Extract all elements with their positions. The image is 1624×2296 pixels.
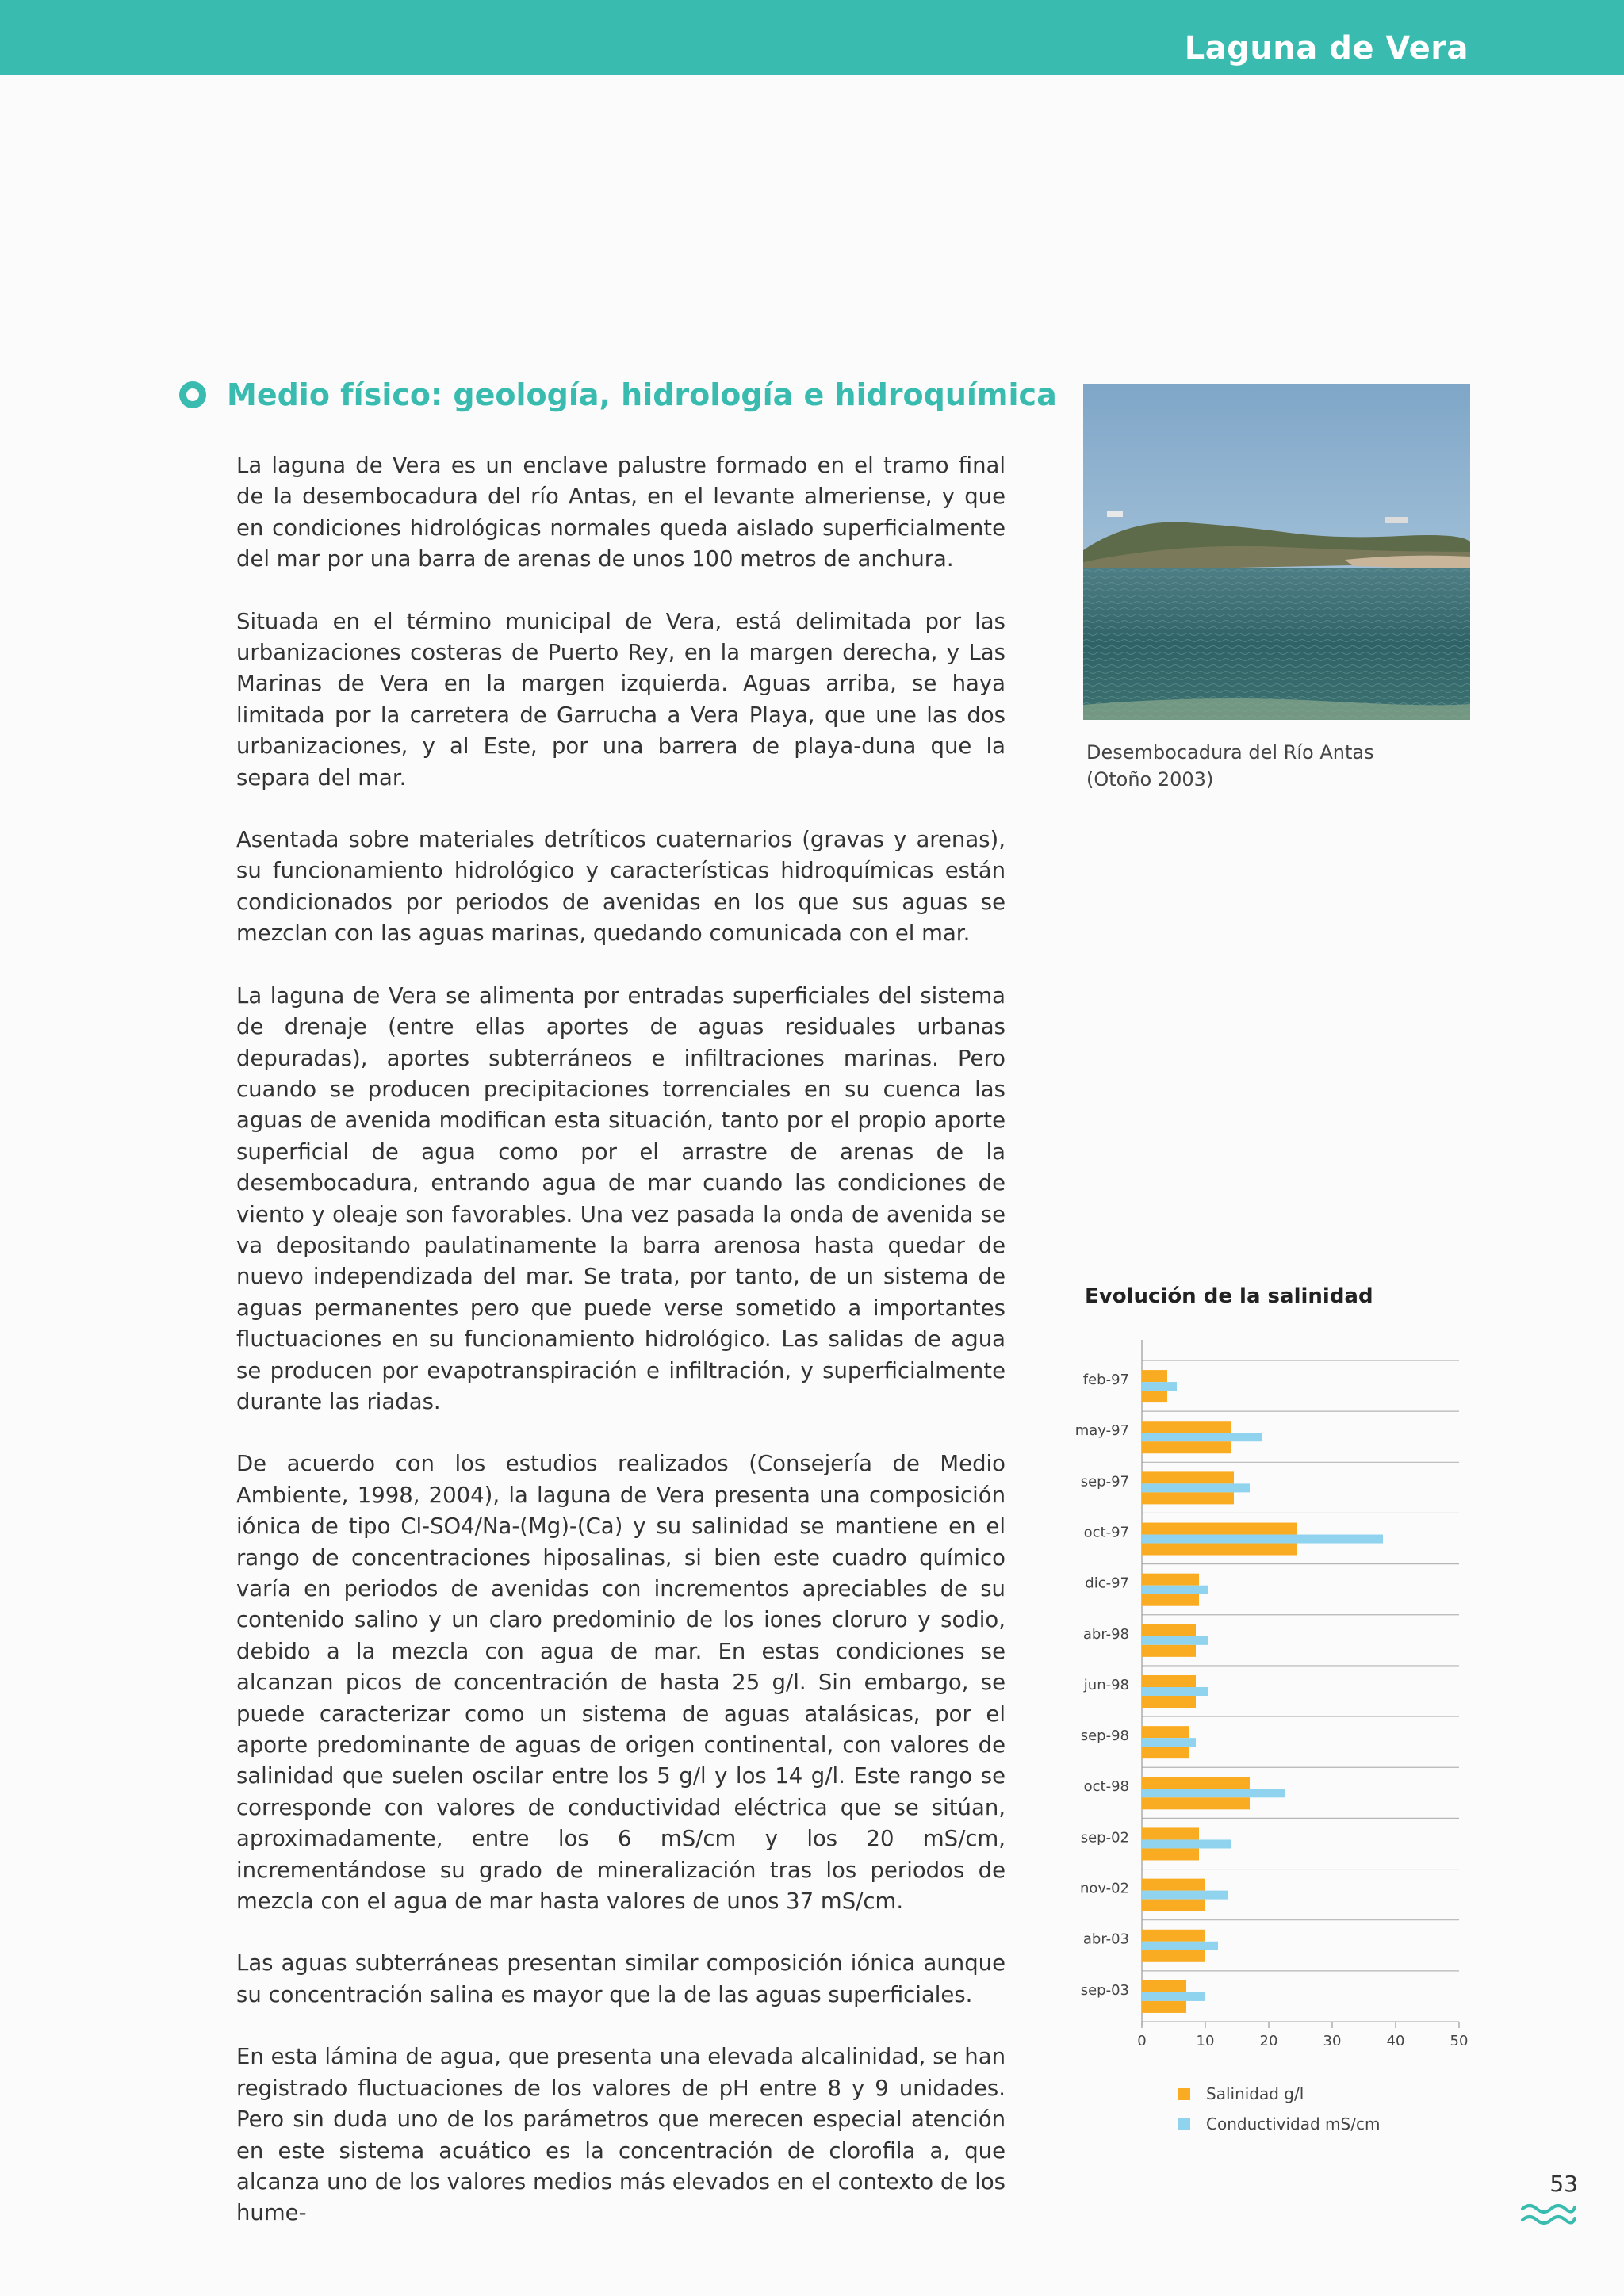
paragraph: Situada en el término municipal de Vera, está delimitada por las urbanizaciones costeras de Puerto Rey, en la margen derecha, y Las Marinas de Vera en la margen izquierda. Aguas arriba, se haya limitada por la carretera de Garrucha a Vera Playa, que une las dos urbanizaciones, y al Este, por una barrera de playa-duna que la separa del mar. [236,608,1005,790]
header-title: Laguna de Vera [1184,30,1469,67]
section-title: Medio físico: geología, hidrología e hidroquímica [227,377,1057,412]
bar-salinidad [1142,1441,1231,1453]
body-text [236,450,1005,2260]
category-label: nov-02 [1080,1880,1129,1897]
bar-salinidad [1142,1391,1167,1402]
x-tick-label: 50 [1450,2033,1469,2045]
x-tick-label: 0 [1137,2033,1147,2045]
bar-salinidad [1142,2001,1186,2013]
bar-salinidad [1142,1370,1167,1382]
chart-legend [1178,2079,1380,2139]
bar-conductividad [1142,1586,1208,1594]
bar-salinidad [1142,1523,1297,1535]
bar-conductividad [1142,1382,1177,1391]
bar-salinidad [1142,1980,1186,1992]
legend-item [1178,2079,1380,2109]
x-tick-label: 10 [1196,2033,1215,2045]
legend-label: Conductividad mS/cm [1206,2114,1381,2133]
section-heading [179,377,1057,412]
category-label: abr-98 [1082,1625,1129,1643]
x-tick-label: 40 [1386,2033,1405,2045]
paragraph: La laguna de Vera es un enclave palustre formado en el tramo final de la desembocadura del río Antas, en el levante almeriense, y que en condiciones hidrológicas normales queda aislado superficialmente del mar por una barra de arenas de unos 100 metros de anchura. [236,453,1005,572]
bar-salinidad [1142,1645,1196,1657]
bar-conductividad [1142,1992,1205,2001]
bar-conductividad [1142,1789,1285,1797]
bar-salinidad [1142,1574,1199,1586]
ring-bullet-icon [179,381,206,408]
bar-salinidad [1142,1797,1250,1809]
bar-salinidad [1142,1594,1199,1606]
x-tick-label: 30 [1323,2033,1342,2045]
waves-icon [1519,2199,1578,2231]
bar-salinidad [1142,1544,1297,1556]
bar-salinidad [1142,1747,1189,1758]
bar-salinidad [1142,1421,1231,1433]
category-label: feb-97 [1082,1372,1129,1388]
bar-salinidad [1142,1675,1196,1687]
bar-conductividad [1142,1942,1218,1950]
category-label: sep-97 [1080,1473,1129,1490]
bar-conductividad [1142,1891,1228,1900]
category-label: dic-97 [1085,1575,1129,1592]
category-label: oct-97 [1083,1524,1129,1541]
bar-salinidad [1142,1900,1205,1911]
photo-caption: Desembocadura del Río Antas (Otoño 2003) [1086,741,1374,790]
bar-salinidad [1142,1471,1234,1483]
bar-salinidad [1142,1950,1205,1962]
bar-conductividad [1142,1636,1208,1645]
legend-item [1178,2109,1380,2139]
legend-swatch-conductividad [1178,2118,1190,2130]
paragraph: La laguna de Vera se alimenta por entradas superficiales del sistema de drenaje (entre ellas aportes de aguas residuales urbanas depuradas), aportes subterráneos e infiltraciones marinas. Pero cuando se producen precipitaciones torrenciales en su cuenca las aguas de avenida modifican esta situación, tanto por el propio aporte superficial de agua como por el arrastre de arenas de la desembocadura, entrando agua de mar cuando las condiciones de viento y oleaje son favorables. Una vez pasada la onda de avenida se va depositando paulatinamente la barra arenosa hasta quedar de nuevo independizada del mar. Se trata, por tanto, de un sistema de aguas permanentes pero que puede verse sometido a importantes fluctuaciones en su funcionamiento hidrológico. Las salidas de agua se producen por evapotranspiración e infiltración, y superficialmente durante las riadas. [236,982,1005,1414]
bar-conductividad [1142,1483,1250,1492]
category-label: oct-98 [1083,1778,1129,1796]
lagoon-photo [1083,384,1470,720]
bar-conductividad [1142,1433,1262,1441]
paragraph: Asentada sobre materiales detríticos cuaternarios (gravas y arenas), su funcionamiento hidrológico y características hidroquímicas están condicionados por periodos de avenidas en los que sus aguas se mezclan con las aguas marinas, quedando comunicada con el mar. [236,827,1005,947]
salinity-chart [1063,1332,1475,2045]
category-label: sep-03 [1080,1981,1129,1999]
bar-salinidad [1142,1777,1250,1789]
x-tick-label: 20 [1259,2033,1278,2045]
category-label: jun-98 [1083,1676,1129,1693]
bar-salinidad [1142,1726,1189,1738]
bar-salinidad [1142,1492,1234,1504]
bar-salinidad [1142,1696,1196,1708]
category-label: abr-03 [1082,1931,1129,1948]
legend-swatch-salinidad [1178,2088,1190,2100]
bar-conductividad [1142,1535,1383,1544]
paragraph: Las aguas subterráneas presentan similar composición iónica aunque su concentración salina es mayor que la de las aguas superficiales. [236,1950,1005,2007]
bar-salinidad [1142,1827,1199,1839]
bar-conductividad [1142,1839,1231,1848]
chart-title: Evolución de la salinidad [1085,1284,1373,1308]
category-label: sep-02 [1080,1829,1129,1846]
header-band [0,0,1624,75]
legend-label: Salinidad g/l [1206,2084,1304,2103]
bar-conductividad [1142,1738,1196,1747]
bar-salinidad [1142,1848,1199,1860]
bar-conductividad [1142,1687,1208,1696]
bar-salinidad [1142,1624,1196,1636]
category-label: sep-98 [1080,1728,1129,1745]
bar-salinidad [1142,1930,1205,1942]
paragraph: De acuerdo con los estudios realizados (Consejería de Medio Ambiente, 1998, 2004), la laguna de Vera presenta una composición iónica de tipo Cl-SO4/Na-(Mg)-(Ca) y su salinidad se mantiene en el rango de concentraciones hiposalinas, si bien este cuadro químico varía en periodos de avenidas con incrementos apreciables de su contenido salino y un claro predominio de los iones cloruro y sodio, debido a la mezcla con agua de mar. En estas condiciones se alcanzan picos de concentración de hasta 25 g/l. Sin embargo, se puede caracterizar como un sistema de aguas atalásicas, por el aporte predominante de aguas de origen continental, con valores de salinidad que suelen oscilar entre los 5 g/l y los 14 g/l. Este rango se corresponde con valores de conductividad eléctrica que se sitúan, aproximadamente, entre los 6 mS/cm y los 20 mS/cm, incrementándose su grado de mineralización tras los periodos de mezcla con el agua de mar hasta valores de unos 37 mS/cm. [236,1451,1005,1915]
paragraph: En esta lámina de agua, que presenta una elevada alcalinidad, se han registrado fluctuaciones de los valores de pH entre 8 y 9 unidades. Pero sin duda uno de los parámetros que merecen especial atención en este sistema acuático es la concentración de clorofila a, que alcanza uno de los valores medios más elevados en el contexto de los hume- [236,2044,1005,2226]
page-number: 53 [1549,2171,1578,2197]
lagoon-photo-image [1083,384,1470,720]
category-label: may-97 [1074,1422,1129,1440]
bar-salinidad [1142,1879,1205,1891]
